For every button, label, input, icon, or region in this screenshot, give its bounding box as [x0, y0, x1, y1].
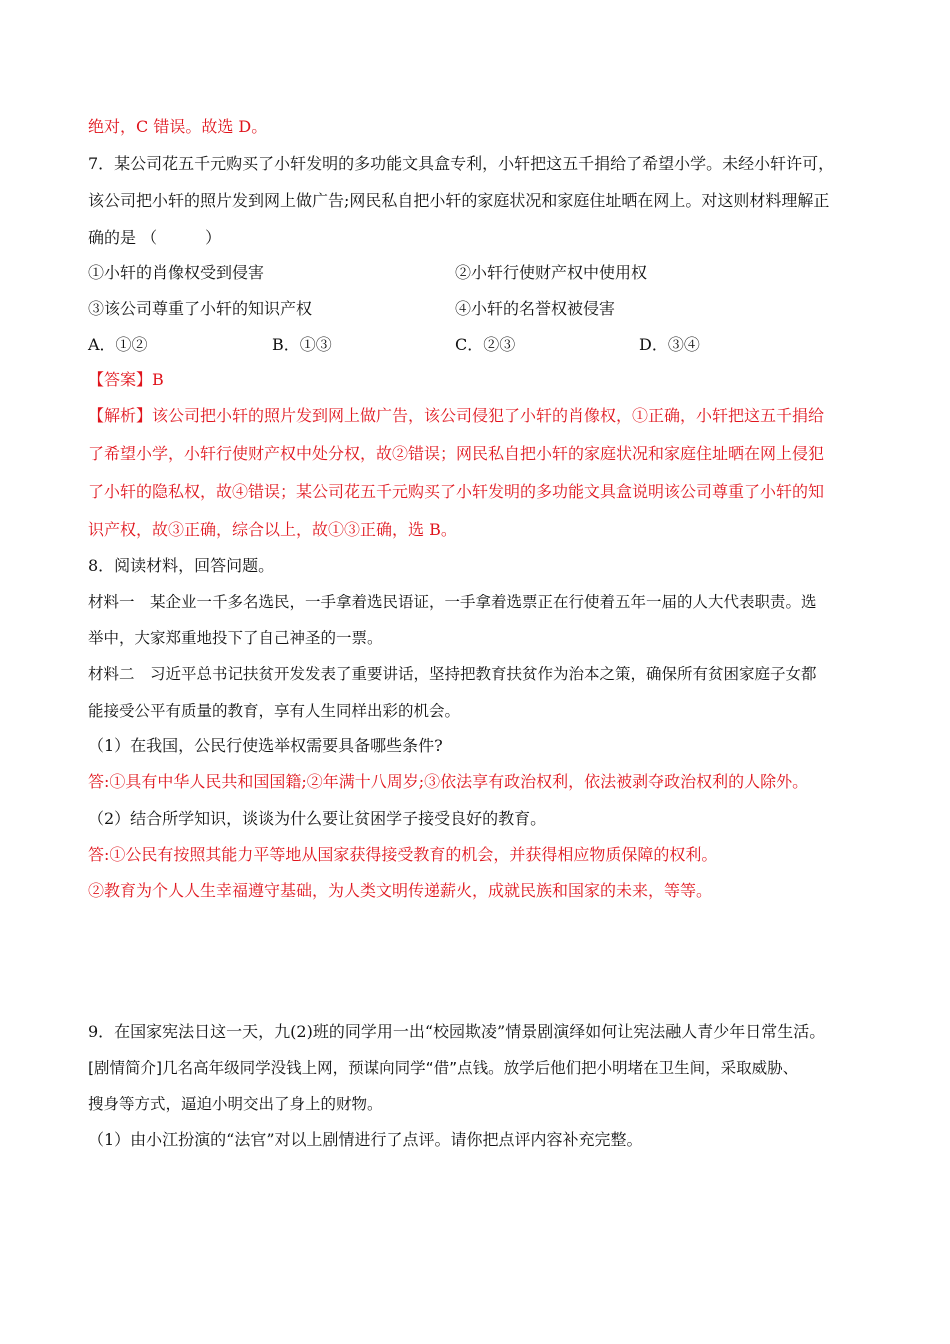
q7-option-a: A．①②: [88, 335, 148, 354]
q7-option-c: C．②③: [455, 335, 516, 354]
q9-stem: 9．在国家宪法日这一天，九(2)班的同学用一出“校园欺凌”情景剧演绎如何让宪法融人青少年日常生活。: [88, 1022, 826, 1041]
q7-analysis-line-4: 识产权，故③正确，综合以上，故①③正确，选 B。: [88, 520, 457, 539]
q7-option-b: B．①③: [272, 335, 332, 354]
q8-subquestion-1: （1）在我国，公民行使选举权需要具备哪些条件?: [88, 736, 443, 755]
q9-plot-line-2: 搜身等方式，逼迫小明交出了身上的财物。: [88, 1095, 383, 1113]
q8-answer-2-line-1: 答:①公民有按照其能力平等地从国家获得接受教育的机会，并获得相应物质保障的权利。: [88, 845, 718, 864]
q7-analysis-line-1: 【解析】该公司把小轩的照片发到网上做广告，该公司侵犯了小轩的肖像权，①正确，小轩把这五千捐给: [88, 406, 825, 425]
q7-option-d: D．③④: [639, 335, 700, 354]
q8-stem: 8．阅读材料，回答问题。: [88, 556, 275, 575]
q8-answer-1: 答:①具有中华人民共和国国籍;②年满十八周岁;③依法享有政治权利，依法被剥夺政治权利的人除外。: [88, 772, 809, 791]
q7-analysis-line-3: 了小轩的隐私权，故④错误；某公司花五千元购买了小轩发明的多功能文具盒说明该公司尊重了小轩的知: [88, 482, 825, 501]
q6-answer-tail: 绝对，C 错误。故选 D。: [88, 117, 268, 136]
q8-material1-line-1: 材料一 某企业一千多名选民，一手拿着选民语证，一手拿着选票正在行使着五年一届的人大代表职责。选: [88, 593, 817, 611]
q7-analysis-line-2: 了希望小学，小轩行使财产权中处分权，故②错误；网民私自把小轩的家庭状况和家庭住址晒在网上侵犯: [88, 444, 825, 463]
q7-stem-line-3: 确的是 （ ）: [88, 228, 222, 247]
q8-answer-2-line-2: ②教育为个人人生幸福遵守基础，为人类文明传递薪火，成就民族和国家的未来，等等。: [88, 881, 713, 900]
q7-statement-3: ③该公司尊重了小轩的知识产权: [88, 299, 313, 318]
q7-stem-line-1: 7．某公司花五千元购买了小轩发明的多功能文具盒专利，小轩把这五千捐给了希望小学。未经小轩许可，: [88, 154, 835, 173]
q8-material2-line-2: 能接受公平有质量的教育，享有人生同样出彩的机会。: [88, 702, 461, 720]
q8-subquestion-2: （2）结合所学知识，谈谈为什么要让贫困学子接受良好的教育。: [88, 809, 547, 828]
q8-material1-line-2: 举中，大家郑重地投下了自己神圣的一票。: [88, 629, 383, 647]
q7-statement-4: ④小轩的名誉权被侵害: [455, 299, 616, 318]
q9-subquestion-1: （1）由小江扮演的“法官”对以上剧情进行了点评。请你把点评内容补充完整。: [88, 1130, 643, 1149]
q7-stem-line-2: 该公司把小轩的照片发到网上做广告;网民私自把小轩的家庭状况和家庭住址晒在网上。对这则材料理解正: [88, 191, 830, 210]
q8-material2-line-1: 材料二 习近平总书记扶贫开发发表了重要讲话，坚持把教育扶贫作为治本之策，确保所有贫困家庭子女都: [88, 665, 817, 683]
q9-plot-line-1: [剧情简介]几名高年级同学没钱上网，预谋向同学“借”点钱。放学后他们把小明堵在卫生间，采取威胁、: [88, 1059, 799, 1077]
q7-statement-1: ①小轩的肖像权受到侵害: [88, 263, 265, 282]
q7-statement-2: ②小轩行使财产权中使用权: [455, 263, 648, 282]
q7-answer: 【答案】B: [88, 370, 164, 389]
